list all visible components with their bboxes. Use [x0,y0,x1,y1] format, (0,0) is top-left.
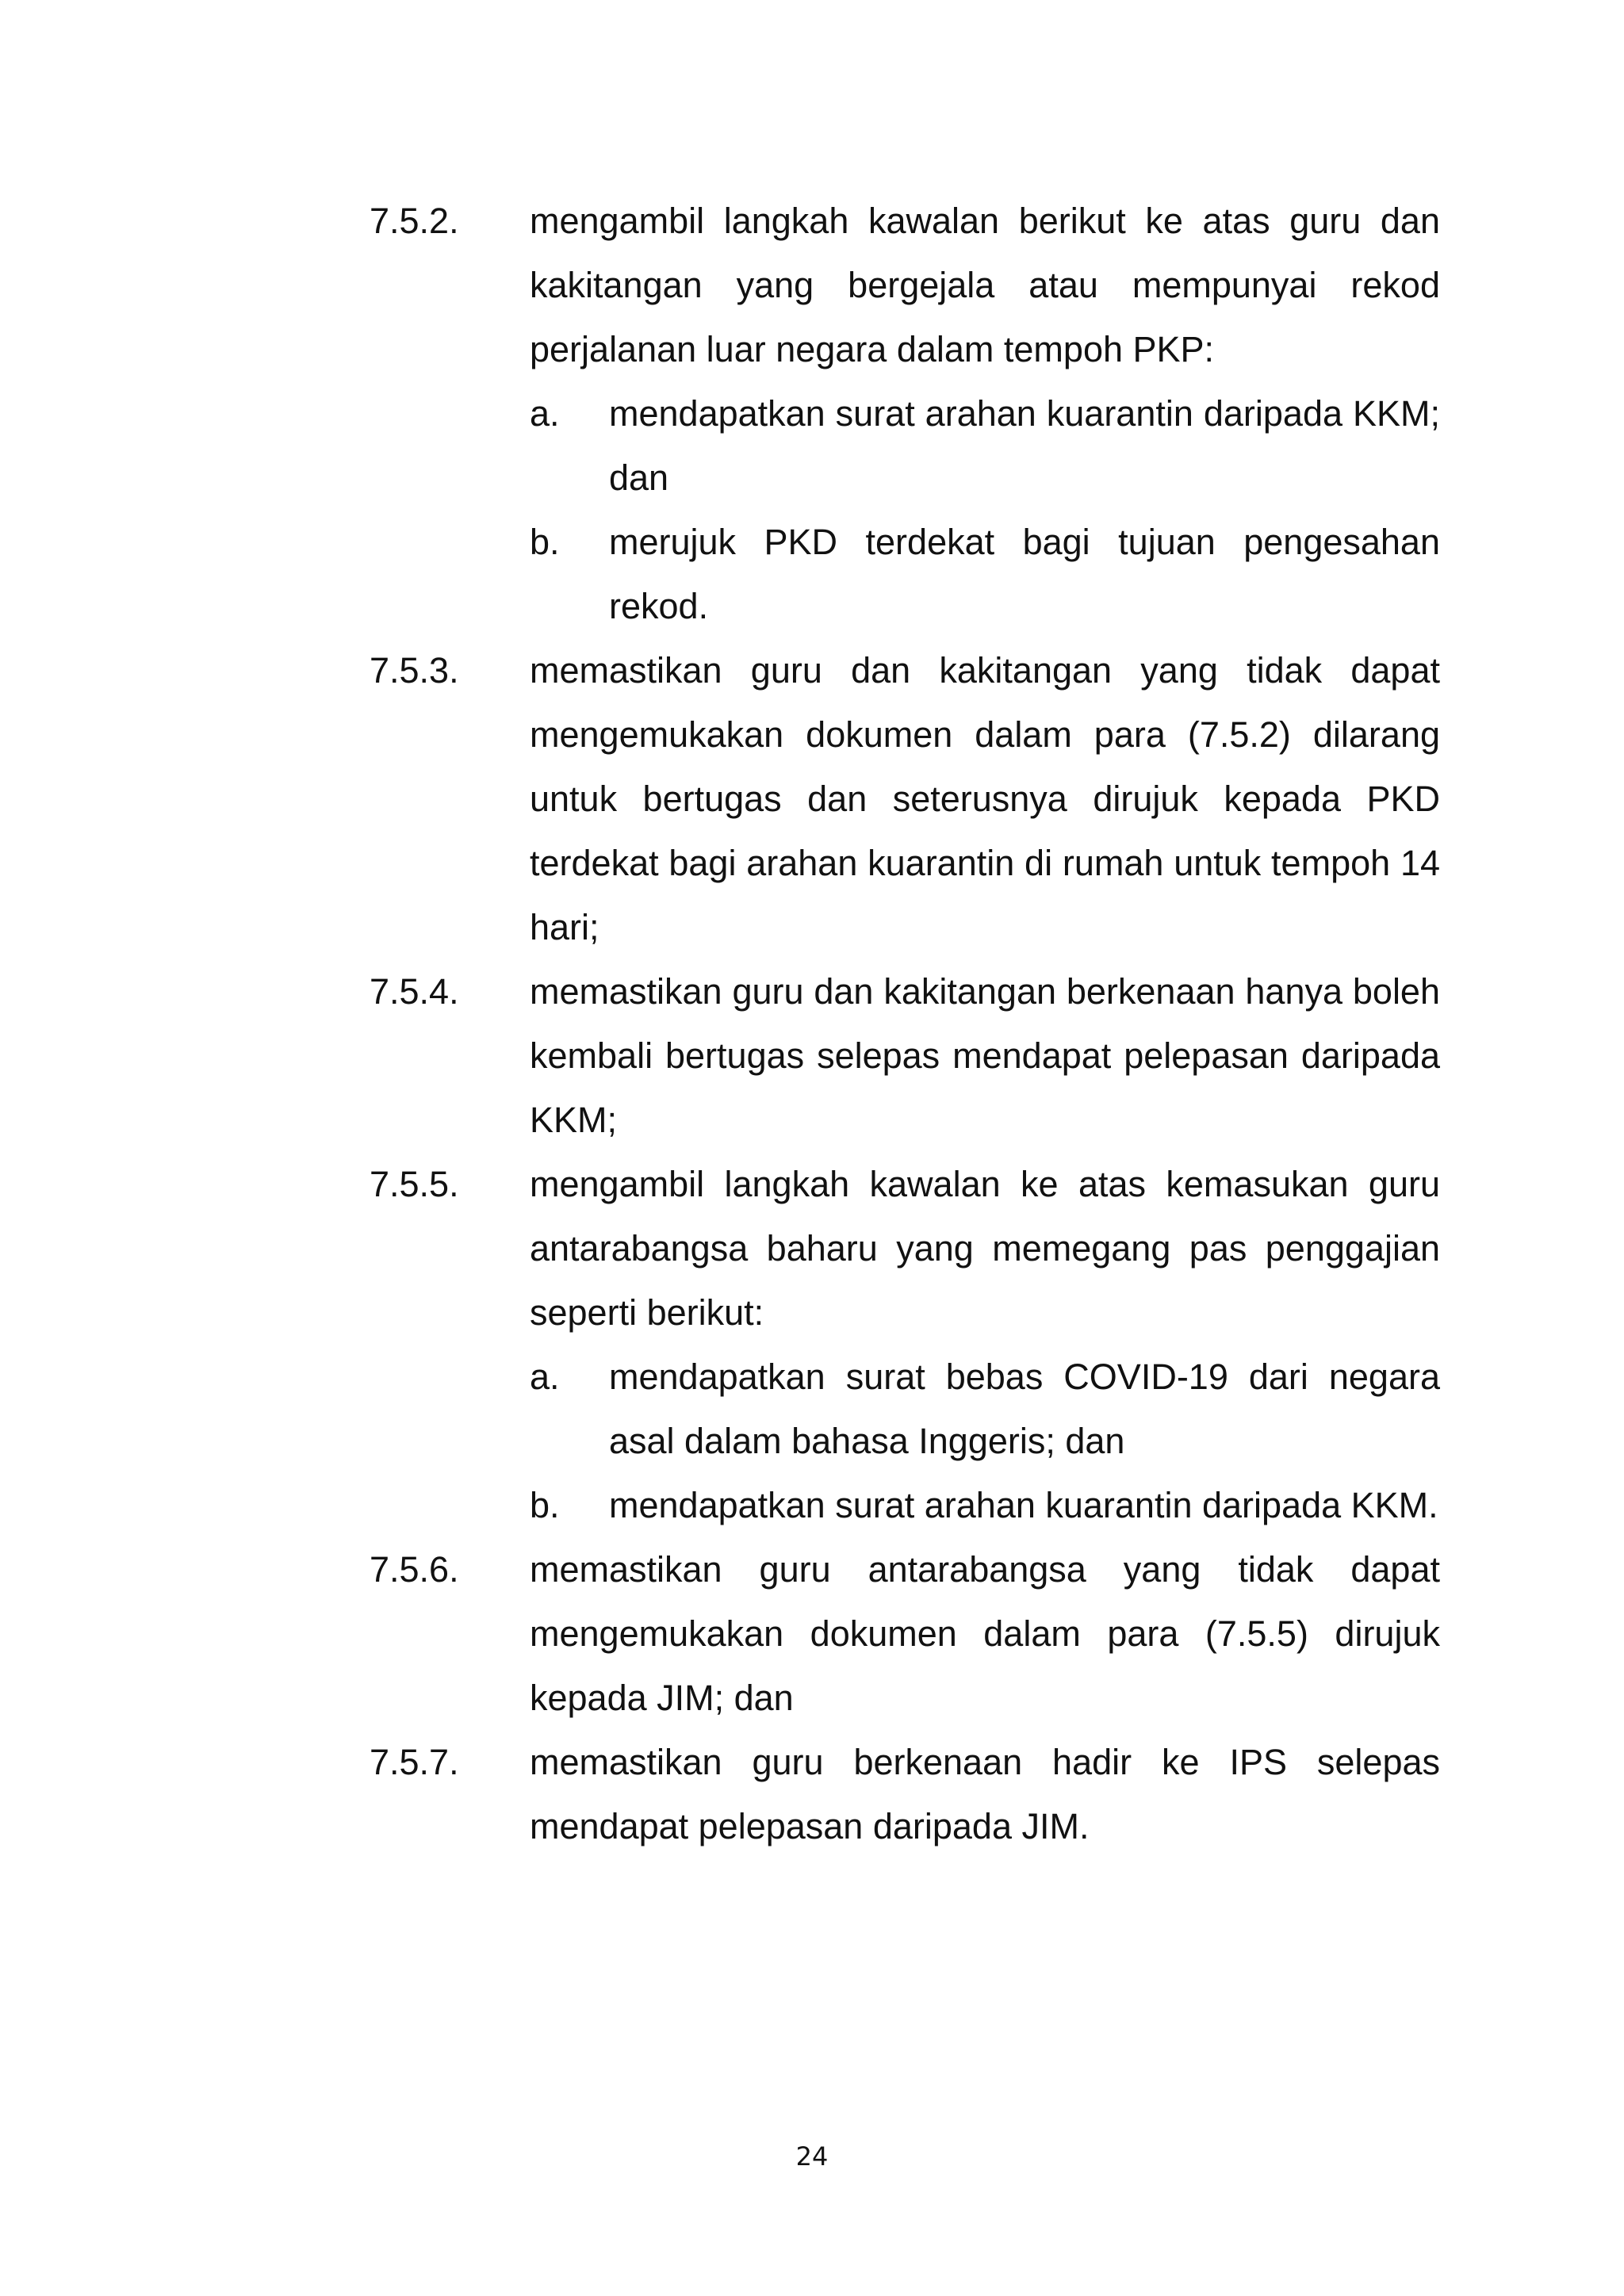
item-number: 7.5.4. [370,971,459,1012]
item-number: 7.5.5. [370,1164,459,1204]
sub-item-letter: b. [530,1485,560,1525]
item-text: mengambil langkah kawalan berikut ke atas guru dan kakitangan yang bergejala atau mempunyai rekod perjalanan luar negara dalam tempoh PKP: [530,201,1440,369]
sub-item-a [530,381,1440,510]
item-number: 7.5.7. [370,1742,459,1782]
list-item-7-5-2 [370,189,1440,638]
item-number: 7.5.2. [370,201,459,241]
item-text: memastikan guru antarabangsa yang tidak dapat mengemukakan dokumen dalam para (7.5.5) dirujuk kepada JIM; dan [530,1549,1440,1718]
item-text: mengambil langkah kawalan ke atas kemasukan guru antarabangsa baharu yang memegang pas penggajian seperti berikut: [530,1164,1440,1333]
sub-item-letter: a. [530,1357,560,1397]
item-text: memastikan guru berkenaan hadir ke IPS selepas mendapat pelepasan daripada JIM. [530,1742,1440,1846]
list-item-7-5-4 [370,959,1440,1152]
item-body [530,638,1440,959]
list-item-7-5-6 [370,1537,1440,1730]
item-body [530,1152,1440,1537]
item-number: 7.5.3. [370,650,459,691]
sub-item-text: mendapatkan surat arahan kuarantin daripada KKM; dan [609,393,1440,498]
page-number: 24 [795,2141,829,2172]
item-body [530,189,1440,638]
item-body [530,1730,1440,1858]
sub-item-b [530,510,1440,638]
document-content [370,189,1440,1858]
sub-item-text: merujuk PKD terdekat bagi tujuan pengesahan rekod. [609,522,1440,626]
sub-item-letter: b. [530,522,560,562]
sub-item-a [530,1345,1440,1473]
item-body [530,959,1440,1152]
item-number: 7.5.6. [370,1549,459,1590]
list-item-7-5-7 [370,1730,1440,1858]
sub-item-text: mendapatkan surat bebas COVID-19 dari negara asal dalam bahasa Inggeris; dan [609,1357,1440,1461]
item-body [530,1537,1440,1730]
sub-item-b [530,1473,1440,1537]
item-text: memastikan guru dan kakitangan yang tidak dapat mengemukakan dokumen dalam para (7.5.2) dilarang untuk bertugas dan seterusnya dirujuk kepada PKD terdekat bagi arahan kuarantin di rumah untuk tempoh 14 hari; [530,650,1440,947]
sub-item-letter: a. [530,393,560,434]
sub-item-text: mendapatkan surat arahan kuarantin daripada KKM. [609,1485,1438,1525]
item-text: memastikan guru dan kakitangan berkenaan hanya boleh kembali bertugas selepas mendapat pelepasan daripada KKM; [530,971,1440,1140]
list-item-7-5-3 [370,638,1440,959]
list-item-7-5-5 [370,1152,1440,1537]
